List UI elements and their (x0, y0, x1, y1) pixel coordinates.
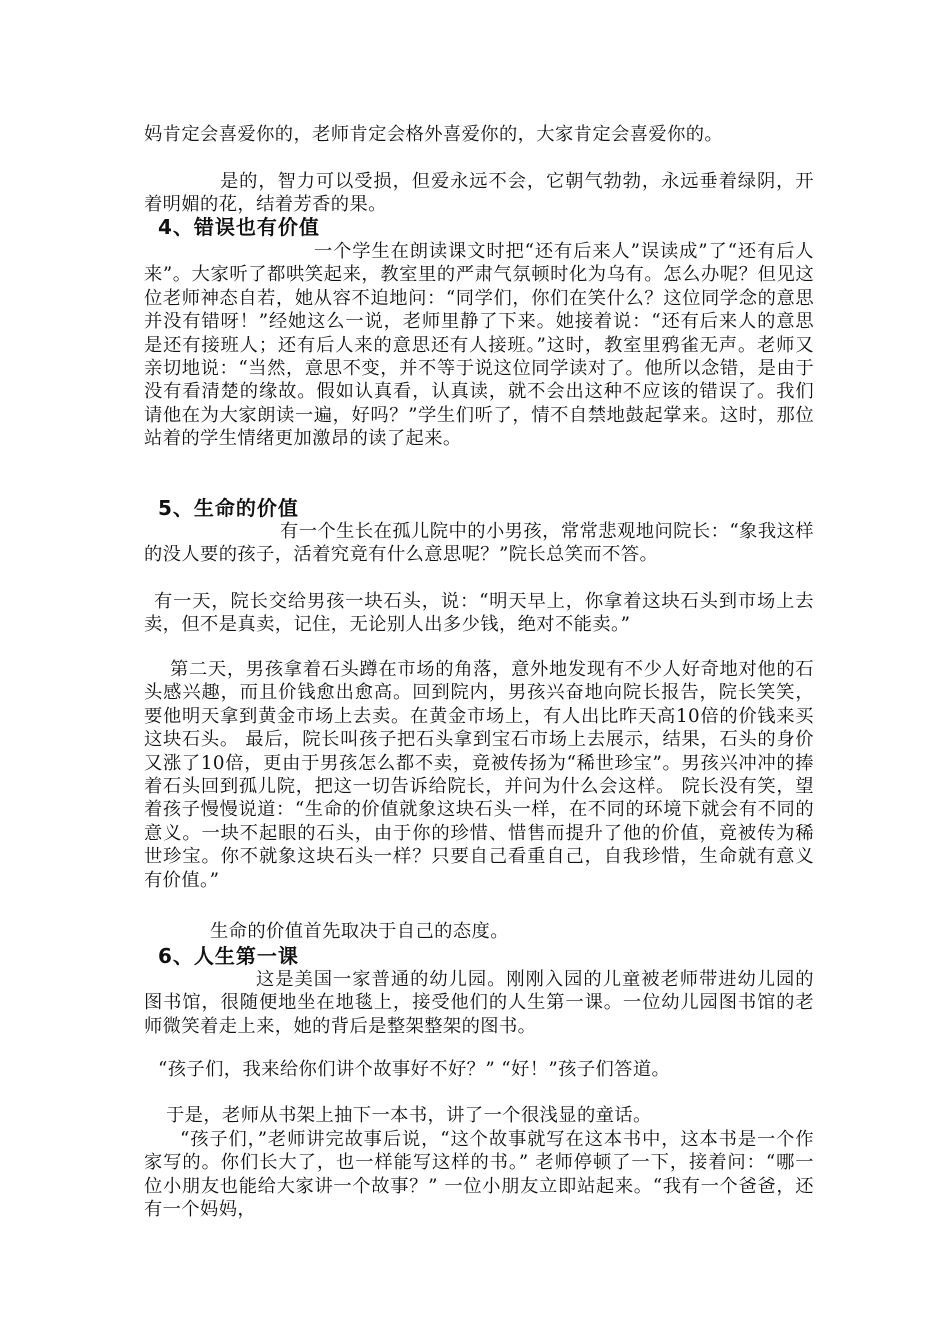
section-6-paragraph-3: 于是，老师从书架上抽下一本书，讲了一个很浅显的童话。 (166, 1105, 652, 1126)
intro-paragraph-2: 是的，智力可以受损，但爱永远不会，它朝气勃勃，永远垂着绿阴，开着明媚的花，结着芳香的果。 (144, 171, 814, 216)
section-4-paragraph-1: 一个学生在朗读课文时把“还有后来人”误读成”了“还有后人来”。大家听了都哄笑起来，教室里的严肃气氛顿时化为乌有。怎么办呢？但见这位老师神态自若，她从容不迫地问：“同学们，你们在笑什么？这位同学念的意思并没有错呀！”经她这么一说，老师里静了下来。她接着说：“还有后来人的意思是还有接班人；还有后人来的意思还有人接班。”这时，教室里鸦雀无声。老师又亲切地说：“当然，意思不变，并不等于说这位同学读对了。他所以念错，是由于没有看清楚的缘故。假如认真看，认真读，就不会出这种不应该的错误了。我们请他在为大家朗读一遍，好吗？”学生们听了，情不自禁地鼓起掌来。这时，那位站着的学生情绪更加激昂的读了起来。 (144, 241, 814, 450)
intro-paragraph-1: 妈肯定会喜爱你的，老师肯定会格外喜爱你的，大家肯定会喜爱你的。 (144, 124, 724, 145)
section-4-heading: 4、错误也有价值 (158, 215, 320, 239)
section-5-paragraph-3: 第二天，男孩拿着石头蹲在市场的角落，意外地发现有不少人好奇地对他的石头感兴趣，而且价钱愈出愈高。回到院内，男孩兴奋地向院长报告，院长笑笑，要他明天拿到黄金市场上去卖。在黄金市场上，有人出比昨天高10倍的价钱来买这块石头。 最后，院长叫孩子把石头拿到宝石市场上去展示，结果，石头的身价又涨了10倍，更由于男孩怎么都不卖，竟被传扬为“稀世珍宝”。男孩兴冲冲的捧着石头回到孤儿院，把这一切告诉给院长，并问为什么会这样。 院长没有笑，望着孩子慢慢说道：“生命的价值就象这块石头一样，在不同的环境下就会有不同的意义。一块不起眼的石头，由于你的珍惜、惜售而提升了他的价值，竟被传为稀世珍宝。你不就象这块石头一样？只要自己看重自己，自我珍惜，生命就有意义有价值。” (144, 659, 814, 891)
section-5-paragraph-1: 有一个生长在孤儿院中的小男孩，常常悲观地问院长：“象我这样的没人要的孩子，活着究竟有什么意思呢？”院长总笑而不答。 (144, 521, 814, 566)
section-6-paragraph-1: 这是美国一家普通的幼儿园。刚刚入园的儿童被老师带进幼儿园的图书馆，很随便地坐在地毯上，接受他们的人生第一课。一位幼儿园图书馆的老师微笑着走上来，她的背后是整架整架的图书。 (144, 969, 814, 1037)
section-6-paragraph-2: “孩子们，我来给你们讲个故事好不好？” “好！”孩子们答道。 (158, 1059, 671, 1080)
section-5-heading: 5、生命的价值 (158, 496, 299, 520)
section-6-paragraph-4: “孩子们，”老师讲完故事后说，“这个故事就写在这本书中，这本书是一个作家写的。你们长大了，也一样能写这样的书。” 老师停顿了一下，接着问：“哪一位小朋友也能给大家讲一个故事？” 一位小朋友立即站起来。“我有一个爸爸，还有一个妈妈， (144, 1129, 814, 1221)
section-5-paragraph-2: 有一天，院长交给男孩一块石头，说：“明天早上，你拿着这块石头到市场上去卖，但不是真卖，记住，无论别人出多少钱，绝对不能卖。” (144, 591, 814, 636)
section-5-paragraph-4: 生命的价值首先取决于自己的态度。 (210, 921, 509, 942)
section-6-heading: 6、人生第一课 (158, 944, 299, 968)
